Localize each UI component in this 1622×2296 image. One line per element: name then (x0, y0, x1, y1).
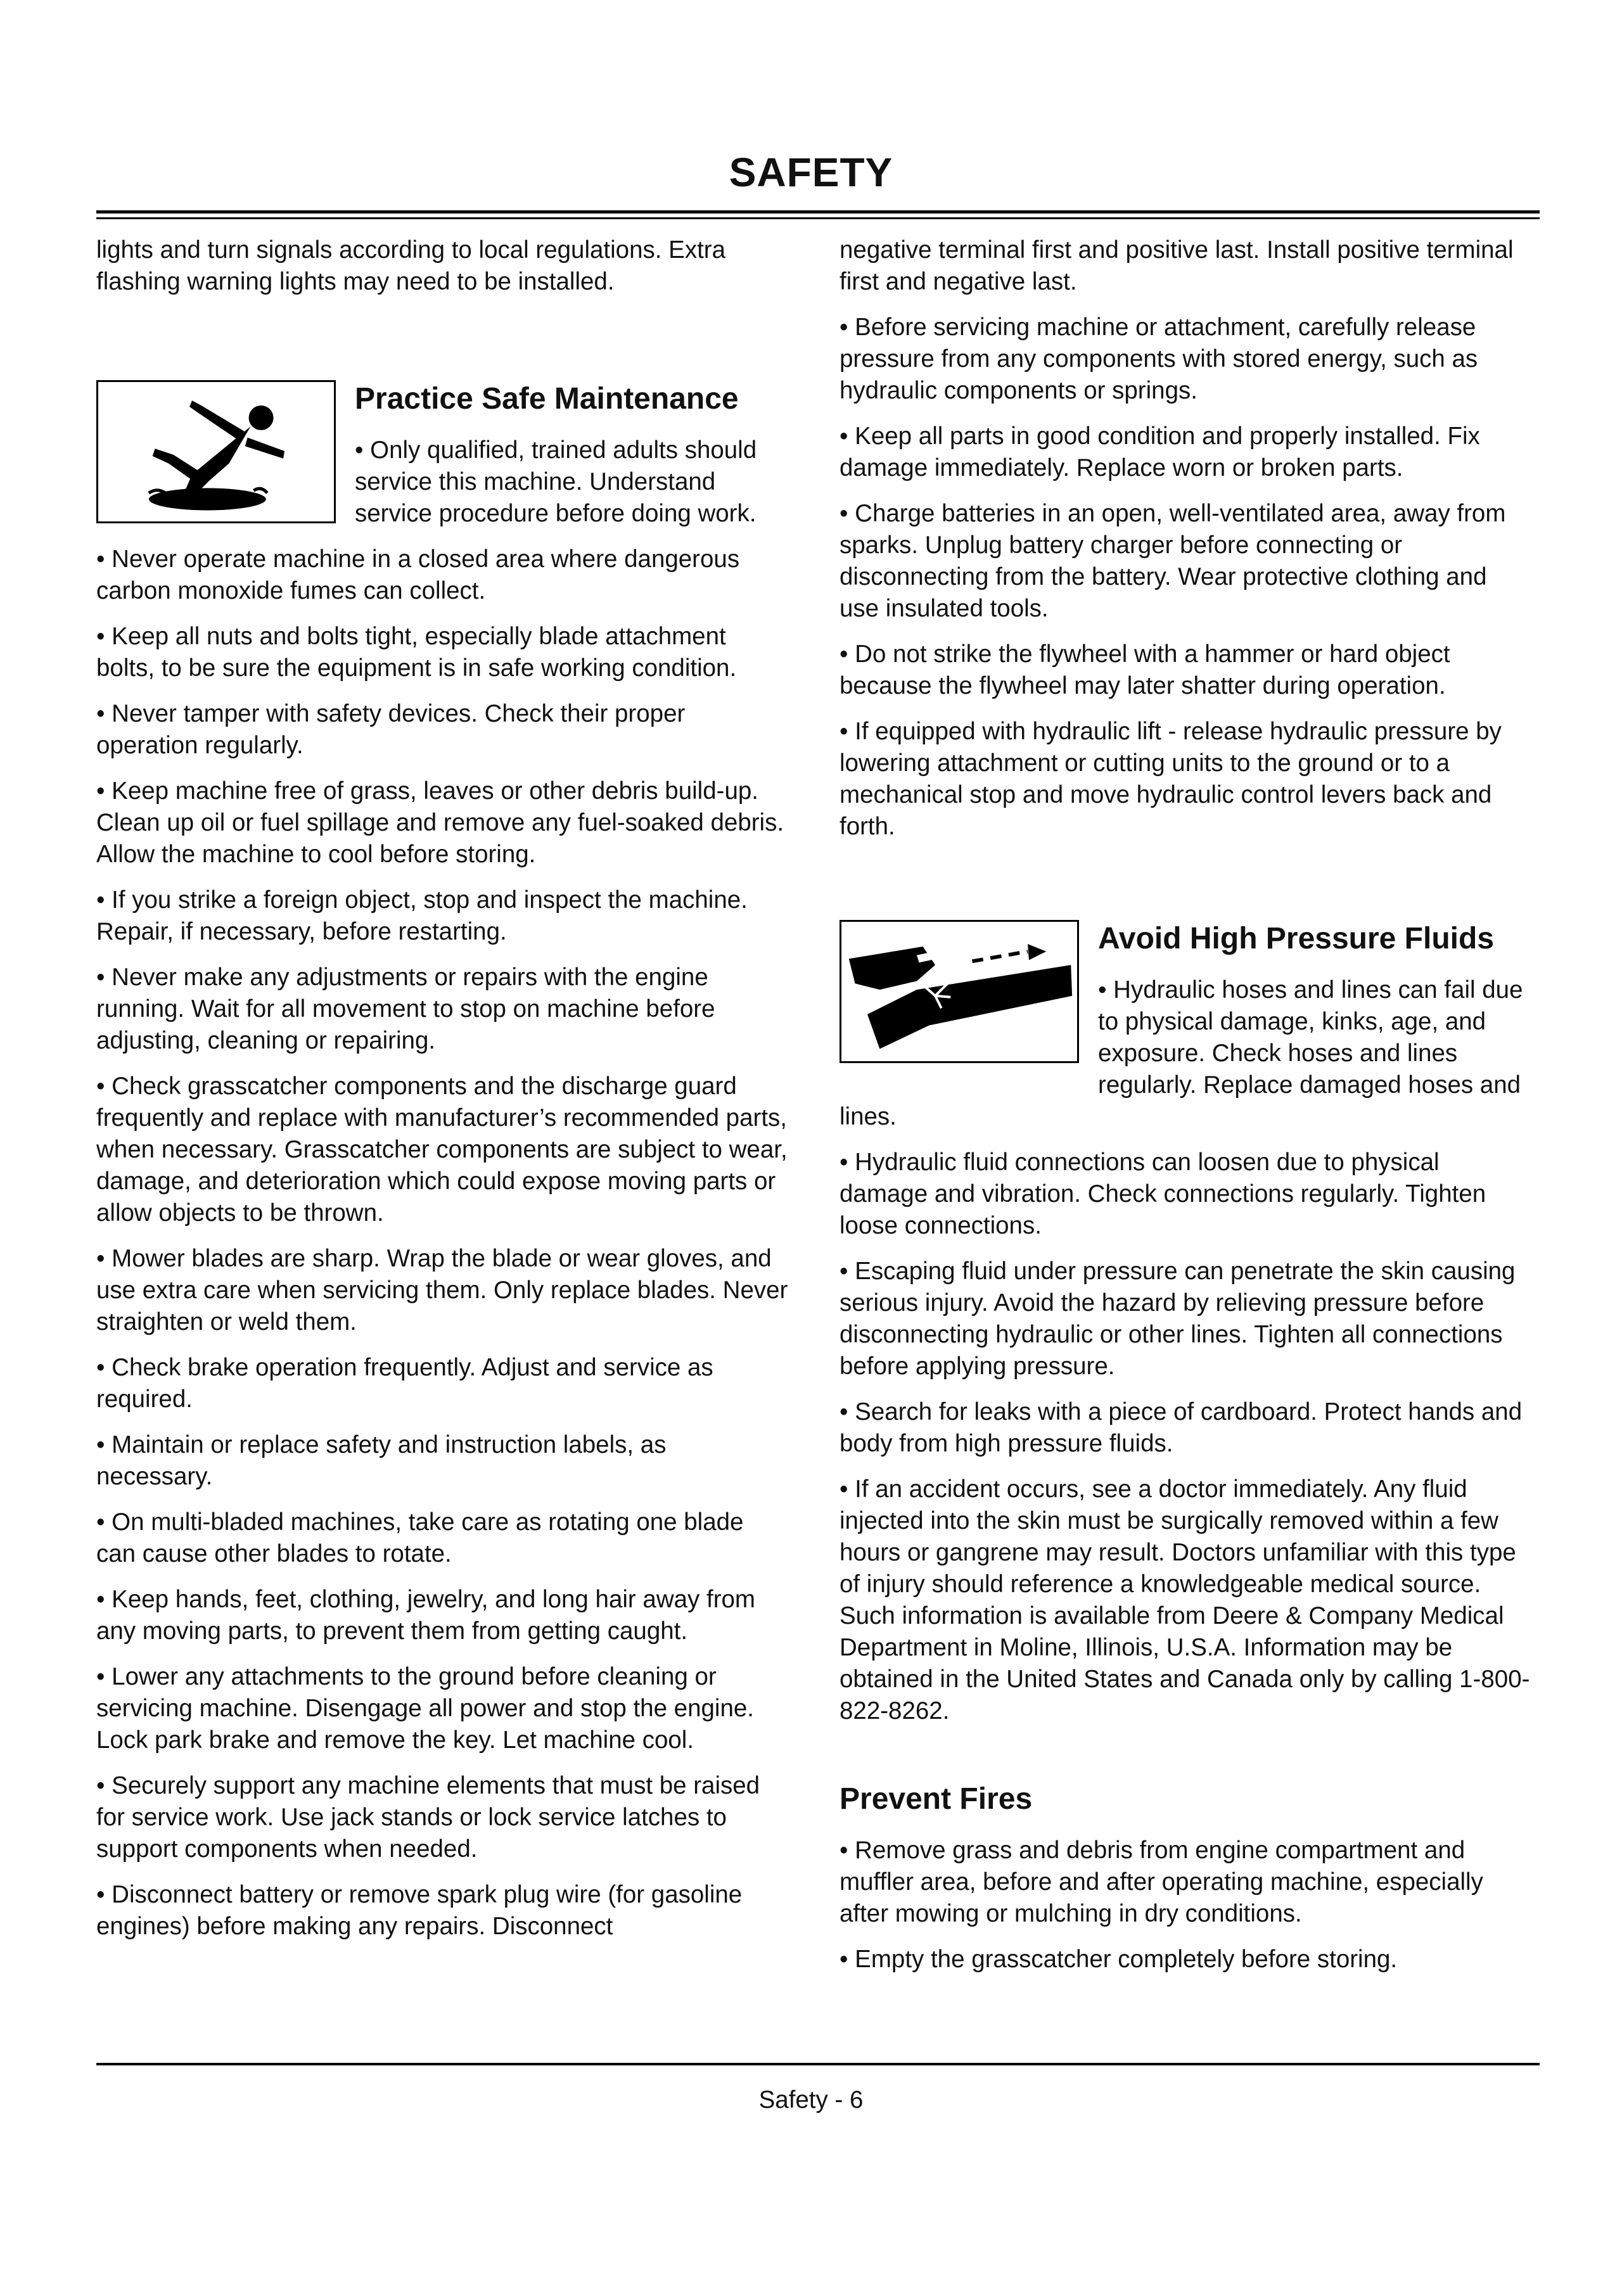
list-item: • Keep machine free of grass, leaves or other debris build-up. Clean up oil or fuel spillage and remove any fuel-soaked debris. Allow the machine to cool before storing. (96, 777, 784, 868)
page-title: SAFETY (729, 150, 893, 195)
list-item: • Keep all nuts and bolts tight, especially blade attachment bolts, to be sure the equipment is in safe working condition. (96, 623, 737, 682)
list-item: • Escaping fluid under pressure can penetrate the skin causing serious injury. Avoid the hazard by relieving pressure before disconnecting hydraulic or other lines. Tighten all connections before applying pressure. (840, 1258, 1516, 1380)
list-item: • Check grasscatcher components and the discharge guard frequently and replace with manufacturer’s recommended parts, when necessary. Grasscatcher components are subject to wear, damage, and deterioration which could expose moving parts or allow objects to be thrown. (96, 1073, 788, 1227)
list-item: • Remove grass and debris from engine compartment and muffler area, before and after operating machine, especially after mowing or mulching in dry conditions. (840, 1837, 1483, 1927)
list-item: • Before servicing machine or attachment, carefully release pressure from any components with stored energy, such as hydraulic components or springs. (840, 314, 1478, 404)
intro-paragraph: lights and turn signals according to local regulations. Extra flashing warning lights may need to be installed. (96, 236, 725, 295)
list-item: • On multi-bladed machines, take care as rotating one blade can cause other blades to rotate. (96, 1508, 744, 1567)
continued-paragraph: negative terminal first and positive last. Install positive terminal first and negative last. (840, 236, 1514, 295)
list-item: • If an accident occurs, see a doctor immediately. Any fluid injected into the skin must be surgically removed within a few hours or gangrene may result. Doctors unfamiliar with this type of injury should reference a knowledgeable medical source. Such information is available from Deere & Company Medical Department in Moline, Illinois, U.S.A. Information may be obtained in the United States and Canada only by calling 1-800-822-8262. (840, 1476, 1530, 1725)
right-column (840, 234, 1531, 1989)
list-item: • Hydraulic hoses and lines can fail due to physical damage, kinks, age, and exposure. Check hoses and lines regularly. Replace damaged hoses and lines. (840, 976, 1523, 1130)
list-item: • Lower any attachments to the ground before cleaning or servicing machine. Disengage all power and stop the engine. Lock park brake and remove the key. Let machine cool. (96, 1663, 754, 1754)
list-item: • Disconnect battery or remove spark plug wire (for gasoline engines) before making any repairs. Disconnect (96, 1881, 743, 1940)
slipping-person-warning-icon (96, 380, 336, 523)
list-item: • Empty the grasscatcher completely before storing. (840, 1946, 1398, 1973)
header-rule-thin (96, 217, 1540, 219)
section-title-fires: Prevent Fires (840, 1782, 1033, 1816)
list-item: • Never operate machine in a closed area where dangerous carbon monoxide fumes can collect. (96, 545, 740, 604)
list-item: • If you strike a foreign object, stop and inspect the machine. Repair, if necessary, before restarting. (96, 886, 748, 945)
list-item: • Mower blades are sharp. Wrap the blade or wear gloves, and use extra care when servicing them. Only replace blades. Never straighten or weld them. (96, 1245, 788, 1336)
list-item: • Search for leaks with a piece of cardboard. Protect hands and body from high pressure fluids. (840, 1398, 1523, 1457)
list-item: • If equipped with hydraulic lift - release hydraulic pressure by lowering attachment or cutting units to the ground or to a mechanical stop and move hydraulic control levers back and forth. (840, 718, 1502, 840)
list-item: • Hydraulic fluid connections can loosen due to physical damage and vibration. Check connections regularly. Tighten loose connections. (840, 1149, 1486, 1239)
header-rule-thick (96, 210, 1540, 214)
list-item: • Never make any adjustments or repairs with the engine running. Wait for all movement to stop on machine before adjusting, cleaning or repairing. (96, 964, 715, 1054)
list-item: • Check brake operation frequently. Adjust and service as required. (96, 1354, 713, 1413)
list-item: • Only qualified, trained adults should service this machine. Understand service procedure before doing work. (355, 437, 757, 527)
section-title-fluids: Avoid High Pressure Fluids (1098, 922, 1495, 955)
list-item: • Keep all parts in good condition and properly installed. Fix damage immediately. Replace worn or broken parts. (840, 423, 1480, 482)
spacer (96, 312, 788, 380)
left-column (96, 234, 788, 1956)
list-item: • Charge batteries in an open, well-ventilated area, away from sparks. Unplug battery charger before connecting or disconnecting from the battery. Wear protective clothing and use insulated tools. (840, 500, 1506, 622)
spacer (840, 857, 1531, 920)
list-item: • Maintain or replace safety and instruction labels, as necessary. (96, 1431, 667, 1490)
footer-rule (96, 2063, 1540, 2065)
list-item: • Keep hands, feet, clothing, jewelry, and long hair away from any moving parts, to prevent them from getting caught. (96, 1586, 756, 1645)
list-item: • Securely support any machine elements that must be raised for service work. Use jack stands or lock service latches to support components when needed. (96, 1772, 760, 1863)
list-item: • Never tamper with safety devices. Check their proper operation regularly. (96, 700, 686, 759)
section-title-maintenance: Practice Safe Maintenance (355, 382, 739, 416)
page-number: Safety - 6 (758, 2086, 864, 2114)
list-item: • Do not strike the flywheel with a hammer or hard object because the flywheel may later shatter during operation. (840, 641, 1450, 699)
high-pressure-fluid-warning-icon (840, 920, 1079, 1063)
spacer (840, 1741, 1531, 1780)
